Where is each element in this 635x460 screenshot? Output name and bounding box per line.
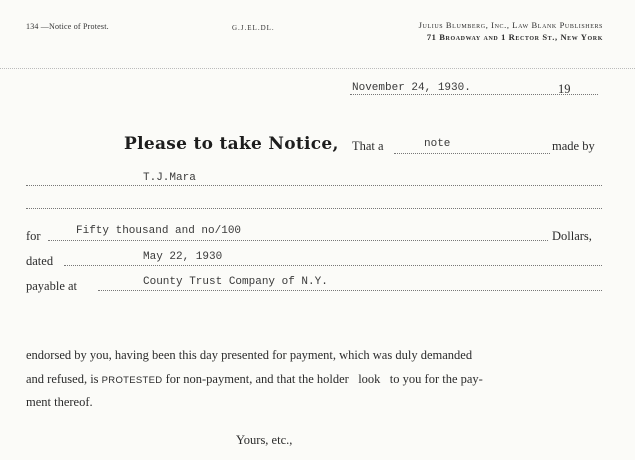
body-line-2: [26, 372, 483, 387]
protested-word: PROTESTED: [101, 375, 163, 386]
for-label: for: [26, 229, 41, 243]
dated-value: May 22, 1930: [143, 251, 223, 263]
closing: Yours, etc.,: [236, 433, 293, 447]
amount-text: Fifty thousand and no/100: [76, 225, 242, 237]
body-line-1: endorsed by you, having been this day presented for payment, which was duly demanded: [26, 348, 473, 362]
year-prefix: 19: [558, 82, 571, 96]
form-number: 134 —Notice of Protest.: [26, 22, 109, 31]
blank-line: [26, 208, 602, 209]
dated-label: dated: [26, 254, 54, 268]
maker-underline: [26, 185, 602, 186]
made-by-label: made by: [552, 139, 595, 153]
publisher-line-2: 71 Broadway and 1 Rector St., New York: [426, 32, 603, 42]
dated-underline: [64, 265, 602, 266]
payable-value: County Trust Company of N.Y.: [143, 276, 328, 288]
amount-underline: [48, 240, 548, 241]
payable-label: payable at: [26, 279, 78, 293]
that-a-label: That a: [352, 139, 384, 153]
instrument-type: note: [424, 138, 451, 150]
date-underline: [350, 94, 598, 95]
typed-date: November 24, 1930.: [352, 82, 471, 94]
body-line-2-pre: and refused, is: [26, 372, 102, 386]
publisher-line-1: Julius Blumberg, Inc., Law Blank Publishers: [418, 20, 603, 30]
payable-underline: [98, 290, 602, 291]
header-divider: [0, 68, 635, 69]
notice-heading: Please to take Notice,: [124, 134, 339, 154]
body-line-2-post: for non-payment, and that the holder look to you for the pay-: [162, 372, 483, 386]
center-mark: G.J.EL.DL.: [232, 24, 275, 32]
dollars-label: Dollars,: [552, 229, 592, 243]
maker-name: T.J.Mara: [143, 172, 196, 184]
body-line-3: ment thereof.: [26, 395, 93, 409]
instrument-underline: [394, 153, 550, 154]
